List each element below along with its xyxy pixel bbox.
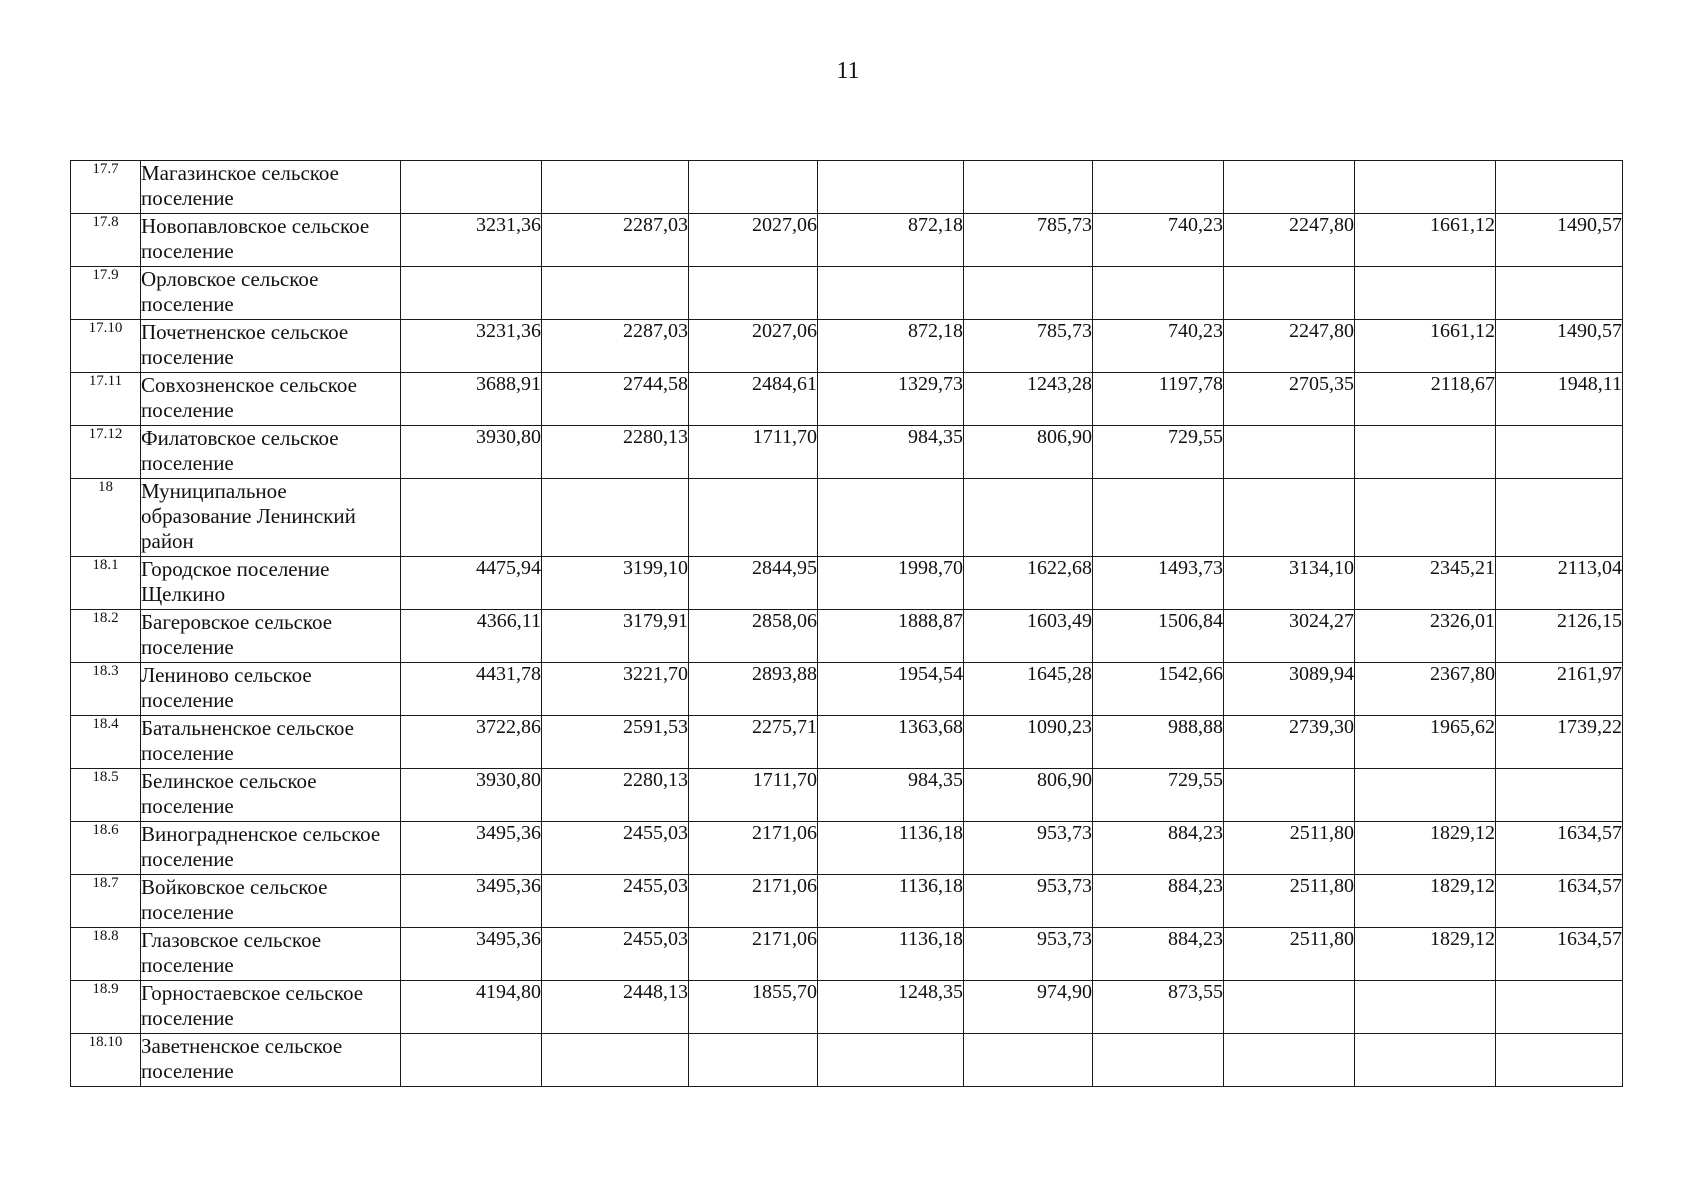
value-cell [689,1034,818,1087]
value-cell [1224,267,1355,320]
settlement-name: Войковское сельское поселение [141,875,401,928]
settlement-name: Батальненское сельское поселение [141,716,401,769]
value-cell: 1645,28 [964,663,1093,716]
value-cell: 1634,57 [1496,928,1623,981]
tariff-table [70,160,1623,1087]
table-row [71,267,1623,320]
value-cell: 1490,57 [1496,320,1623,373]
settlement-name: Белинское сельское поселение [141,769,401,822]
value-cell [542,267,689,320]
value-cell [818,1034,964,1087]
value-cell: 1243,28 [964,373,1093,426]
value-cell [401,161,542,214]
settlement-name: Горностаевское сельское поселение [141,981,401,1034]
value-cell: 1661,12 [1355,214,1496,267]
value-cell: 2511,80 [1224,875,1355,928]
value-cell: 2113,04 [1496,557,1623,610]
table-row [71,663,1623,716]
value-cell [1355,161,1496,214]
value-cell: 872,18 [818,320,964,373]
settlement-name: Городское поселение Щелкино [141,557,401,610]
table-row [71,875,1623,928]
value-cell: 884,23 [1093,928,1224,981]
value-cell: 2455,03 [542,928,689,981]
value-cell: 3688,91 [401,373,542,426]
row-number: 17.11 [71,373,141,426]
value-cell: 872,18 [818,214,964,267]
value-cell [401,479,542,557]
value-cell: 873,55 [1093,981,1224,1034]
value-cell: 2591,53 [542,716,689,769]
value-cell: 1136,18 [818,875,964,928]
value-cell: 1954,54 [818,663,964,716]
value-cell: 1329,73 [818,373,964,426]
settlement-name: Совхозненское сельское поселение [141,373,401,426]
value-cell: 984,35 [818,426,964,479]
settlement-name: Муниципальное образование Ленинский район [141,479,401,557]
value-cell: 988,88 [1093,716,1224,769]
value-cell [401,267,542,320]
table-row [71,426,1623,479]
value-cell: 953,73 [964,928,1093,981]
value-cell: 1711,70 [689,426,818,479]
value-cell: 2171,06 [689,875,818,928]
table-body [71,161,1623,1087]
table-row [71,161,1623,214]
value-cell: 1711,70 [689,769,818,822]
value-cell [818,267,964,320]
value-cell [1496,426,1623,479]
value-cell: 2027,06 [689,214,818,267]
value-cell: 3024,27 [1224,610,1355,663]
table-row [71,1034,1623,1087]
value-cell: 3930,80 [401,426,542,479]
value-cell: 2287,03 [542,214,689,267]
value-cell: 2326,01 [1355,610,1496,663]
value-cell: 1965,62 [1355,716,1496,769]
row-number: 17.9 [71,267,141,320]
value-cell [1496,161,1623,214]
value-cell: 806,90 [964,769,1093,822]
value-cell: 2247,80 [1224,214,1355,267]
value-cell: 3231,36 [401,320,542,373]
value-cell: 1829,12 [1355,875,1496,928]
value-cell [1224,479,1355,557]
value-cell: 1634,57 [1496,875,1623,928]
value-cell: 2744,58 [542,373,689,426]
value-cell [689,267,818,320]
value-cell: 1090,23 [964,716,1093,769]
value-cell: 740,23 [1093,320,1224,373]
value-cell: 1829,12 [1355,822,1496,875]
table-row [71,928,1623,981]
value-cell: 1661,12 [1355,320,1496,373]
value-cell: 2171,06 [689,928,818,981]
value-cell: 953,73 [964,875,1093,928]
row-number: 18.6 [71,822,141,875]
value-cell: 2280,13 [542,769,689,822]
value-cell: 884,23 [1093,875,1224,928]
table-row [71,557,1623,610]
settlement-name: Лениново сельское поселение [141,663,401,716]
value-cell: 4431,78 [401,663,542,716]
row-number: 18 [71,479,141,557]
value-cell: 2345,21 [1355,557,1496,610]
value-cell: 2455,03 [542,822,689,875]
value-cell: 2367,80 [1355,663,1496,716]
value-cell: 3089,94 [1224,663,1355,716]
value-cell [1355,769,1496,822]
value-cell: 1506,84 [1093,610,1224,663]
value-cell: 2161,97 [1496,663,1623,716]
value-cell: 3231,36 [401,214,542,267]
value-cell: 3134,10 [1224,557,1355,610]
value-cell: 1136,18 [818,822,964,875]
value-cell [1355,426,1496,479]
value-cell: 2511,80 [1224,822,1355,875]
value-cell: 2247,80 [1224,320,1355,373]
value-cell [1355,1034,1496,1087]
value-cell [1496,267,1623,320]
value-cell: 953,73 [964,822,1093,875]
row-number: 18.5 [71,769,141,822]
row-number: 17.10 [71,320,141,373]
value-cell [818,161,964,214]
settlement-name: Почетненское сельское поселение [141,320,401,373]
row-number: 18.10 [71,1034,141,1087]
value-cell: 1603,49 [964,610,1093,663]
value-cell: 2484,61 [689,373,818,426]
value-cell: 3495,36 [401,822,542,875]
table-row [71,716,1623,769]
value-cell [1093,161,1224,214]
settlement-name: Заветненское сельское поселение [141,1034,401,1087]
value-cell [1355,267,1496,320]
value-cell [1355,981,1496,1034]
value-cell: 2027,06 [689,320,818,373]
settlement-name: Багеровское сельское поселение [141,610,401,663]
row-number: 18.1 [71,557,141,610]
settlement-name: Орловское сельское поселение [141,267,401,320]
value-cell: 3179,91 [542,610,689,663]
row-number: 18.3 [71,663,141,716]
value-cell [964,479,1093,557]
table-row [71,610,1623,663]
value-cell: 4475,94 [401,557,542,610]
value-cell [1496,479,1623,557]
value-cell: 1542,66 [1093,663,1224,716]
value-cell: 729,55 [1093,769,1224,822]
value-cell [1093,267,1224,320]
value-cell [542,1034,689,1087]
value-cell: 3722,86 [401,716,542,769]
value-cell [1355,479,1496,557]
value-cell [818,479,964,557]
value-cell [1496,1034,1623,1087]
value-cell: 785,73 [964,214,1093,267]
value-cell: 2511,80 [1224,928,1355,981]
value-cell: 806,90 [964,426,1093,479]
value-cell: 2126,15 [1496,610,1623,663]
value-cell: 974,90 [964,981,1093,1034]
table-row [71,214,1623,267]
settlement-name: Виноградненское сельское поселение [141,822,401,875]
value-cell [1224,426,1355,479]
value-cell: 1363,68 [818,716,964,769]
row-number: 17.8 [71,214,141,267]
value-cell: 884,23 [1093,822,1224,875]
table-row [71,822,1623,875]
value-cell [542,479,689,557]
table-row [71,981,1623,1034]
value-cell: 1197,78 [1093,373,1224,426]
value-cell: 1248,35 [818,981,964,1034]
value-cell: 1634,57 [1496,822,1623,875]
value-cell: 2280,13 [542,426,689,479]
value-cell: 1855,70 [689,981,818,1034]
value-cell: 2705,35 [1224,373,1355,426]
value-cell [964,1034,1093,1087]
value-cell: 2448,13 [542,981,689,1034]
row-number: 18.9 [71,981,141,1034]
value-cell [964,161,1093,214]
value-cell: 785,73 [964,320,1093,373]
value-cell: 2844,95 [689,557,818,610]
value-cell: 2858,06 [689,610,818,663]
table-row [71,769,1623,822]
value-cell: 2171,06 [689,822,818,875]
table-row [71,479,1623,557]
row-number: 17.12 [71,426,141,479]
value-cell: 1622,68 [964,557,1093,610]
row-number: 18.4 [71,716,141,769]
settlement-name: Новопавловское сельское поселение [141,214,401,267]
value-cell: 3199,10 [542,557,689,610]
value-cell [1224,769,1355,822]
value-cell: 1948,11 [1496,373,1623,426]
value-cell: 729,55 [1093,426,1224,479]
value-cell [1224,981,1355,1034]
value-cell: 4366,11 [401,610,542,663]
row-number: 18.7 [71,875,141,928]
value-cell: 740,23 [1093,214,1224,267]
value-cell: 1136,18 [818,928,964,981]
value-cell: 4194,80 [401,981,542,1034]
value-cell [401,1034,542,1087]
value-cell [1224,1034,1355,1087]
value-cell: 2893,88 [689,663,818,716]
value-cell: 1998,70 [818,557,964,610]
value-cell: 3930,80 [401,769,542,822]
value-cell: 3495,36 [401,875,542,928]
row-number: 18.8 [71,928,141,981]
value-cell [689,161,818,214]
settlement-name: Глазовское сельское поселение [141,928,401,981]
value-cell [964,267,1093,320]
value-cell [542,161,689,214]
value-cell [1093,479,1224,557]
value-cell [1224,161,1355,214]
value-cell: 1888,87 [818,610,964,663]
value-cell [1496,981,1623,1034]
row-number: 18.2 [71,610,141,663]
value-cell: 2118,67 [1355,373,1496,426]
value-cell: 3495,36 [401,928,542,981]
value-cell: 2455,03 [542,875,689,928]
table-row [71,320,1623,373]
table-row [71,373,1623,426]
value-cell [1496,769,1623,822]
value-cell: 2739,30 [1224,716,1355,769]
settlement-name: Магазинское сельское поселение [141,161,401,214]
value-cell: 1490,57 [1496,214,1623,267]
value-cell: 1829,12 [1355,928,1496,981]
page-number: 11 [836,58,860,84]
value-cell: 2287,03 [542,320,689,373]
settlement-name: Филатовское сельское поселение [141,426,401,479]
value-cell: 2275,71 [689,716,818,769]
value-cell: 984,35 [818,769,964,822]
value-cell: 1739,22 [1496,716,1623,769]
value-cell: 1493,73 [1093,557,1224,610]
row-number: 17.7 [71,161,141,214]
value-cell [1093,1034,1224,1087]
value-cell: 3221,70 [542,663,689,716]
value-cell [689,479,818,557]
